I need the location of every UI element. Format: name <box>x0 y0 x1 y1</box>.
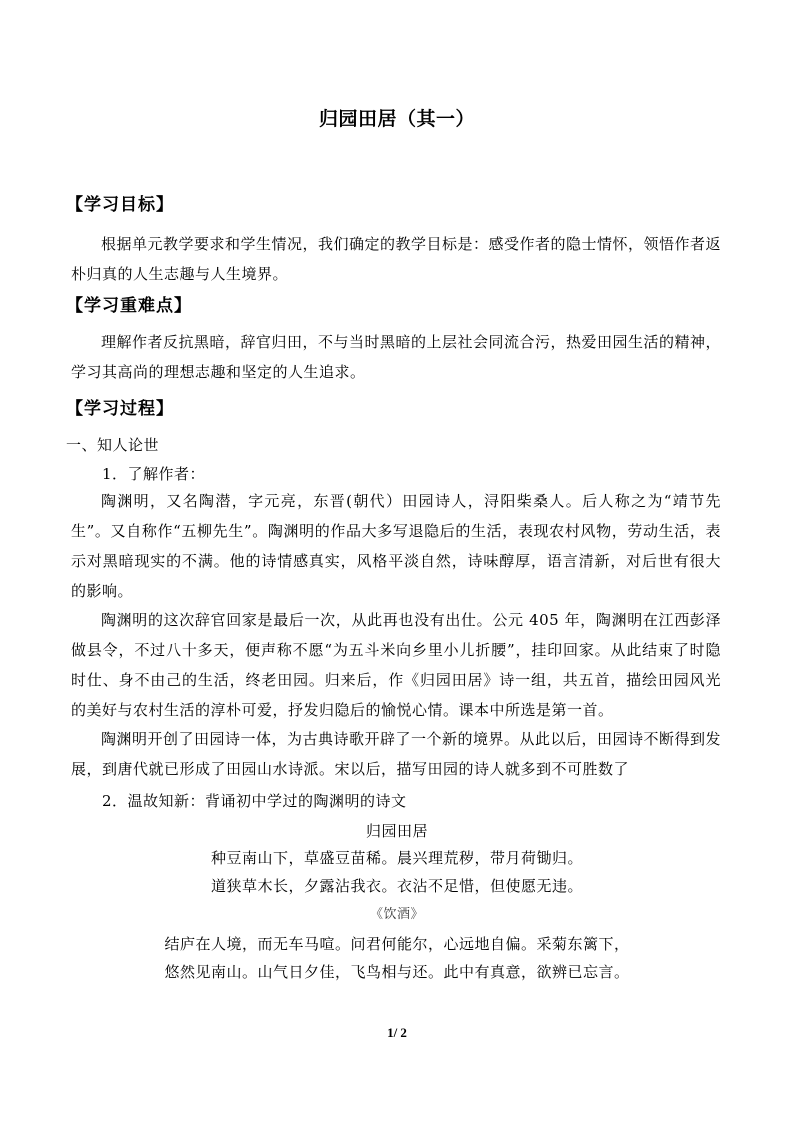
poem-title-guiyuantianju: 归园田居 <box>365 822 428 840</box>
part-heading-author-background: 一、知人论世 <box>66 436 160 454</box>
poem-line: 悠然见南山。山气日夕佳，飞鸟相与还。此中有真意，欲辨已忘言。 <box>164 963 630 981</box>
page-number: 1/ 2 <box>387 1025 407 1040</box>
author-paragraph-1: 陶渊明，又名陶潜，字元亮，东晋(朝代）田园诗人，浔阳柴桑人。后人称之为“靖节先生”。又自称作“五柳先生”。陶渊明的作品大多写退隐后的生活，表现农村风物，劳动生活，表示对黑暗现实的不满。他的诗情感真实，风格平淡自然，诗味醇厚，语言清新，对后世有很大的影响。 <box>71 492 721 600</box>
section-heading-learning-goals: 【学习目标】 <box>66 195 174 215</box>
document-title: 归园田居（其一） <box>318 108 475 130</box>
author-paragraph-2: 陶渊明的这次辞官回家是最后一次，从此再也没有出仕。公元 405 年，陶渊明在江西彭泽做县令，不过八十多天，便声称不愿“为五斗米向乡里小儿折腰”，挂印回家。从此结束了时隐时仕、身不由己的生活，终老田园。归来后，作《归园田居》诗一组，共五首，描绘田园风光的美好与农村生活的淳朴可爱，抒发归隐后的愉悦心情。课本中所选是第一首。 <box>71 611 721 719</box>
poem-line: 结庐在人境，而无车马喧。问君何能尔，心远地自偏。采菊东篱下， <box>164 935 630 953</box>
poem-line: 道狭草木长，夕露沾我衣。衣沾不足惜，但使愿无违。 <box>210 877 583 895</box>
item-heading-about-author: 1．了解作者： <box>102 465 206 483</box>
section-heading-learning-process: 【学习过程】 <box>66 399 174 419</box>
poem-title-yinjiu: 《饮酒》 <box>369 907 424 922</box>
learning-goals-text: 根据单元教学要求和学生情况，我们确定的教学目标是：感受作者的隐士情怀，领悟作者返朴归真的人生志趣与人生境界。 <box>71 235 722 283</box>
section-heading-key-points: 【学习重难点】 <box>66 296 192 316</box>
item-heading-review: 2．温故知新：背诵初中学过的陶渊明的诗文 <box>102 792 407 810</box>
poem-line: 种豆南山下，草盛豆苗稀。晨兴理荒秽，带月荷锄归。 <box>210 849 583 867</box>
key-points-text: 理解作者反抗黑暗，辞官归田，不与当时黑暗的上层社会同流合污，热爱田园生活的精神，学习其高尚的理想志趣和坚定的人生追求。 <box>71 333 722 381</box>
author-paragraph-3: 陶渊明开创了田园诗一体，为古典诗歌开辟了一个新的境界。从此以后，田园诗不断得到发展，到唐代就已形成了田园山水诗派。宋以后，描写田园的诗人就多到不可胜数了 <box>71 730 722 778</box>
